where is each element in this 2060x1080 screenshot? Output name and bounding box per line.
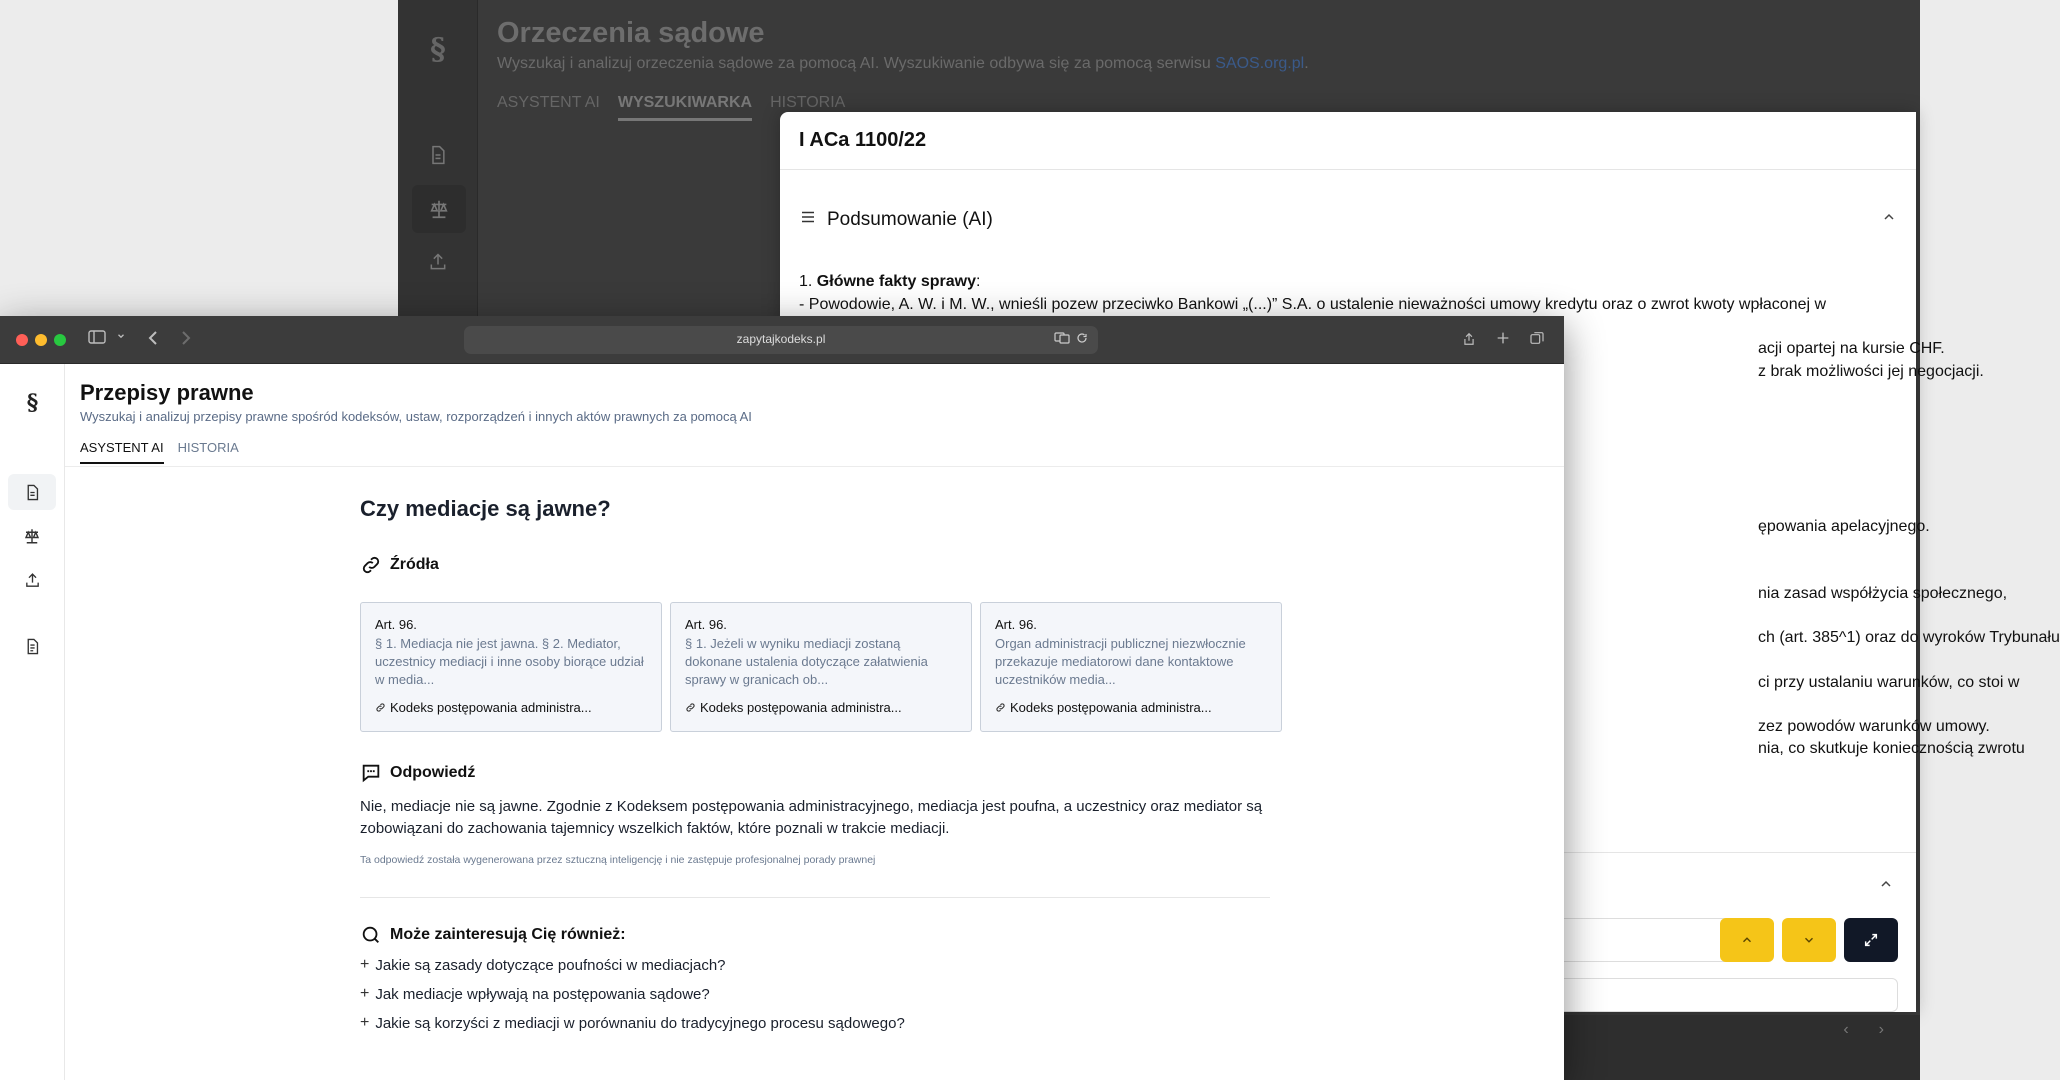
summary-line: - Powodowie, A. W. i M. W., wnieśli pozew przeciwko Bankowi „(...)” S.A. o ustalenie nieważności umowy kredytu oraz o zwrot kwoty wpłaconej w	[799, 296, 1827, 313]
related-question-text: Jak mediacje wpływają na postępowania sądowe?	[375, 985, 710, 1003]
source-card-source: Kodeks postępowania administra...	[390, 700, 592, 715]
related-heading	[360, 924, 626, 946]
source-card-text: § 1. Mediacja nie jest jawna. § 2. Mediator, uczestnicy mediacji i inne osoby biorące udział w media...	[375, 636, 644, 687]
related-question[interactable]	[360, 956, 726, 974]
sources-heading	[360, 554, 439, 576]
ai-disclaimer: Ta odpowiedź została wygenerowana przez sztuczną inteligencję i nie zastępuje profesjonalnej porady prawnej	[360, 854, 876, 866]
sidebar-item-documents[interactable]	[8, 628, 56, 664]
url-text: zapytajkodeks.pl	[736, 332, 826, 346]
content-divider	[360, 897, 1270, 898]
share-icon[interactable]	[1462, 330, 1476, 348]
summary-accordion-header[interactable]	[799, 208, 1897, 232]
source-card-title: Art. 96.	[995, 617, 1037, 632]
related-question[interactable]	[360, 985, 710, 1003]
related-question[interactable]	[360, 1014, 905, 1032]
sidebar-item-rulings[interactable]	[8, 518, 56, 554]
background-subtitle-end: .	[1304, 55, 1309, 72]
summary-item-number: 1.	[799, 273, 817, 290]
plus-icon: +	[360, 985, 370, 1002]
chevron-up-icon[interactable]	[1878, 876, 1894, 897]
sidebar-item-laws[interactable]	[8, 474, 56, 510]
upload-icon	[24, 572, 41, 589]
background-tab-assistant[interactable]: ASYSTENT AI	[497, 94, 600, 111]
scales-icon[interactable]	[412, 185, 466, 233]
translate-icon[interactable]	[1054, 332, 1070, 347]
link-icon	[685, 702, 696, 713]
background-tab-history[interactable]: HISTORIA	[770, 94, 846, 111]
summary-line: ępowania apelacyjnego.	[1758, 518, 1930, 535]
summary-line: z brak możliwości jej negocjacji.	[1758, 363, 1984, 380]
saos-link[interactable]: SAOS.org.pl	[1215, 55, 1305, 72]
page-subtitle: Wyszukaj i analizuj przepisy prawne spośród kodeksów, ustaw, rozporządzeń i innych aktów prawnych za pomocą AI	[80, 409, 752, 424]
related-question-text: Jakie są zasady dotyczące poufności w mediacjach?	[375, 956, 726, 974]
chevron-up-icon[interactable]	[1881, 209, 1897, 231]
summary-item-label: Główne fakty sprawy	[816, 273, 976, 290]
source-card[interactable]	[670, 602, 972, 732]
app-content	[0, 364, 1564, 1080]
search-in-text-input[interactable]	[1540, 918, 1730, 962]
sidebar-toggle-icon[interactable]	[88, 330, 106, 344]
summary-item-colon: :	[975, 273, 981, 290]
question-heading: Czy mediacje są jawne?	[360, 496, 611, 521]
tab-history[interactable]: HISTORIA	[177, 440, 239, 455]
page-title: Przepisy prawne	[80, 380, 254, 405]
forward-arrow-icon[interactable]	[180, 330, 192, 346]
summary-line: ci przy ustalaniu warunków, co stoi w	[1758, 674, 2020, 691]
new-tab-icon[interactable]	[1495, 330, 1511, 346]
tabs	[80, 440, 239, 464]
summary-item-heading	[799, 273, 980, 291]
next-match-button[interactable]	[1782, 918, 1836, 962]
answer-heading-label: Odpowiedź	[390, 764, 476, 781]
source-card-text: § 1. Jeżeli w wyniku mediacji zostaną dokonane ustalenia dotyczące załatwienia sprawy w granicach ob...	[685, 636, 928, 687]
background-page-title: Orzeczenia sądowe	[497, 17, 765, 49]
window-close-button[interactable]	[16, 334, 28, 346]
chevron-down-icon[interactable]	[116, 331, 126, 341]
background-page-subtitle	[497, 55, 1309, 73]
background-footer	[1550, 1015, 1920, 1080]
upload-icon[interactable]	[398, 238, 478, 286]
address-bar[interactable]	[464, 326, 1098, 354]
summary-line: ch (art. 385^1) oraz do wyroków Trybunału	[1758, 629, 2060, 646]
source-card-link[interactable]	[375, 700, 592, 715]
browser-window	[0, 316, 1564, 1080]
link-icon	[375, 702, 386, 713]
source-card-source: Kodeks postępowania administra...	[700, 700, 902, 715]
plus-icon: +	[360, 1014, 370, 1031]
pagination-arrows-icon[interactable]: ‹›	[1843, 1021, 1914, 1038]
background-subtitle-text: Wyszukaj i analizuj orzeczenia sądowe za pomocą AI. Wyszukiwanie odbywa się za pomocą serwisu	[497, 55, 1216, 72]
document-icon[interactable]	[398, 131, 478, 179]
sources-heading-label: Źródła	[390, 556, 439, 573]
summary-title: Podsumowanie (AI)	[827, 209, 993, 230]
answer-text: Nie, mediacje nie są jawne. Zgodnie z Kodeksem postępowania administracyjnego, mediacja jest poufna, a uczestnicy oraz mediator są zobowiązani do zachowania tajemnicy wszelkich faktów, które poznali w trakcie mediacji.	[360, 798, 1263, 837]
link-icon	[995, 702, 1006, 713]
background-tab-search[interactable]: WYSZUKIWARKA	[618, 94, 752, 121]
reload-icon[interactable]	[1076, 332, 1088, 347]
window-minimize-button[interactable]	[35, 334, 47, 346]
menu-lines-icon	[799, 208, 817, 232]
sidebar-item-upload[interactable]	[8, 562, 56, 598]
answer-heading	[360, 762, 475, 784]
source-card[interactable]	[360, 602, 662, 732]
search-icon	[360, 924, 382, 946]
back-arrow-icon[interactable]	[147, 330, 159, 346]
expand-button[interactable]	[1844, 918, 1898, 962]
source-card-title: Art. 96.	[375, 617, 417, 632]
scales-icon	[23, 527, 41, 545]
expand-icon	[1863, 932, 1879, 948]
document-lines-icon	[24, 638, 41, 655]
sources-carousel[interactable]	[360, 602, 1270, 732]
chevron-up-icon	[1740, 933, 1754, 947]
chat-bubble-icon	[360, 762, 382, 784]
summary-line: nia, co skutkuje koniecznością zwrotu	[1758, 740, 2025, 757]
source-card-link[interactable]	[685, 700, 902, 715]
case-number: I ACa 1100/22	[799, 129, 927, 151]
source-card-link[interactable]	[995, 700, 1212, 715]
background-logo: §	[430, 32, 446, 67]
related-heading-label: Może zainteresują Cię również:	[390, 926, 626, 943]
window-maximize-button[interactable]	[54, 334, 66, 346]
related-question-text: Jakie są korzyści z mediacji w porównaniu do tradycyjnego procesu sądowego?	[375, 1014, 905, 1032]
panel-divider	[780, 169, 1916, 170]
previous-match-button[interactable]	[1720, 918, 1774, 962]
plus-icon: +	[360, 956, 370, 973]
address-bar-tools	[1054, 332, 1088, 347]
summary-line: zez powodów warunków umowy.	[1758, 718, 1990, 735]
source-card-text: Organ administracji publicznej niezwłocznie przekazuje mediatorowi dane kontaktowe uczestników media...	[995, 636, 1246, 687]
source-card-source: Kodeks postępowania administra...	[1010, 700, 1212, 715]
tab-overview-icon[interactable]	[1529, 330, 1545, 346]
link-icon	[360, 554, 382, 576]
tabs-divider	[65, 466, 1564, 467]
tab-ai-assistant[interactable]: ASYSTENT AI	[80, 440, 164, 464]
browser-titlebar	[0, 316, 1564, 364]
source-card-title: Art. 96.	[685, 617, 727, 632]
summary-line: acji opartej na kursie CHF.	[1758, 340, 1945, 357]
panel-bottom-field[interactable]	[1540, 978, 1898, 1012]
sidebar	[0, 364, 65, 1080]
summary-line: nia zasad współżycia społecznego,	[1758, 585, 2008, 602]
chevron-down-icon	[1802, 933, 1816, 947]
source-card[interactable]	[980, 602, 1282, 732]
logo[interactable]: §	[26, 390, 39, 416]
document-icon	[24, 484, 41, 501]
